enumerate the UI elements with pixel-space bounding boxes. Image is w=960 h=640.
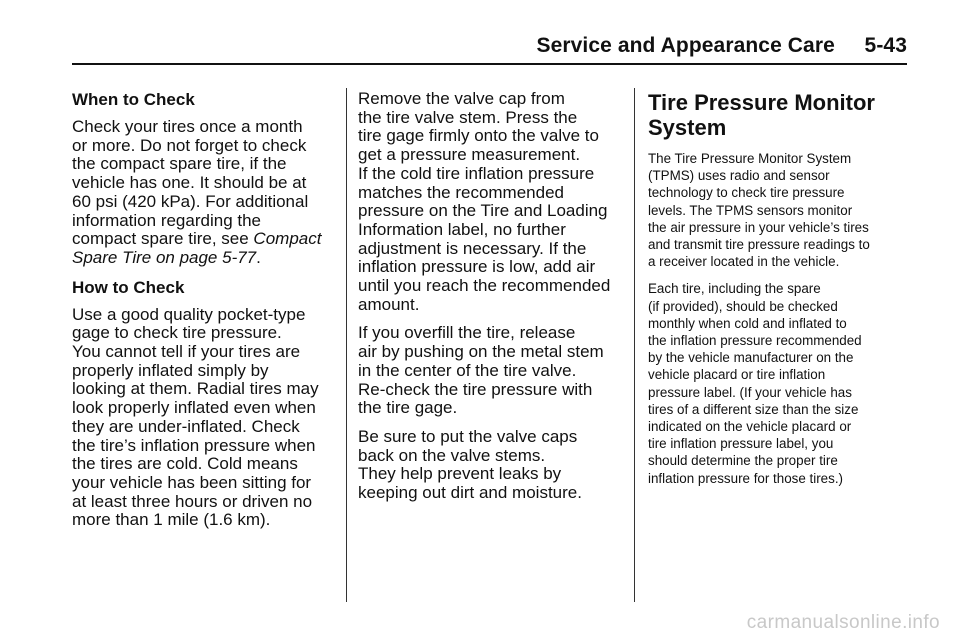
text-line: look properly inflated even when bbox=[72, 398, 316, 418]
text-line: keeping out dirt and moisture. bbox=[358, 483, 582, 503]
text-line: Remove the valve cap from bbox=[358, 89, 565, 108]
text-line: If you overfill the tire, release bbox=[358, 323, 576, 343]
how-to-check-paragraph bbox=[72, 306, 337, 530]
text-line: Be sure to put the valve caps bbox=[358, 426, 578, 446]
text-line: vehicle has one. It should be at bbox=[72, 173, 307, 193]
column-divider-1 bbox=[346, 88, 347, 602]
text-line: vehicle placard or tire inflation bbox=[648, 367, 826, 383]
text-line: They help prevent leaks by bbox=[358, 464, 562, 484]
text-line: Information label, no further bbox=[358, 219, 566, 239]
tpms-spare-paragraph bbox=[648, 280, 913, 486]
overfill-paragraph bbox=[358, 324, 626, 418]
cross-reference-link[interactable]: Compact bbox=[253, 229, 322, 249]
text-fragment: compact spare tire, see bbox=[72, 229, 254, 249]
cross-reference-link[interactable]: Spare Tire on page 5-77 bbox=[72, 247, 257, 267]
text-line: the tire’s inflation pressure when bbox=[72, 435, 316, 455]
text-line: back on the valve stems. bbox=[358, 445, 546, 465]
text-line: and transmit tire pressure readings to bbox=[648, 237, 870, 253]
text-line bbox=[72, 230, 337, 249]
text-line: or more. Do not forget to check bbox=[72, 135, 307, 155]
text-line: Re-check the tire pressure with bbox=[358, 379, 593, 399]
text-line: the compact spare tire, if the bbox=[72, 154, 287, 174]
text-line: should determine the proper tire bbox=[648, 453, 838, 469]
text-line: the inflation pressure recommended bbox=[648, 333, 862, 349]
text-line: 60 psi (420 kPa). For additional bbox=[72, 191, 309, 211]
text-line: Check your tires once a month bbox=[72, 117, 303, 136]
how-to-check-heading: How to Check bbox=[72, 277, 185, 297]
page-header bbox=[0, 0, 960, 66]
column-divider-2 bbox=[634, 88, 635, 602]
text-line: tire inflation pressure label, you bbox=[648, 436, 834, 452]
text-line: technology to check tire pressure bbox=[648, 185, 845, 201]
text-line: at least three hours or driven no bbox=[72, 491, 313, 511]
text-line: until you reach the recommended bbox=[358, 276, 611, 296]
when-to-check-heading: When to Check bbox=[72, 90, 195, 109]
measure-pressure-paragraph bbox=[358, 90, 626, 314]
text-line: gage to check tire pressure. bbox=[72, 323, 282, 343]
text-line: pressure label. (If your vehicle has bbox=[648, 384, 852, 400]
text-line: inflation pressure for those tires.) bbox=[648, 470, 843, 486]
text-line: more than 1 mile (1.6 km). bbox=[72, 510, 271, 530]
text-line: the air pressure in your vehicle’s tires bbox=[648, 219, 869, 235]
when-to-check-paragraph bbox=[72, 118, 337, 268]
text-line: adjustment is necessary. If the bbox=[358, 238, 587, 258]
column-3 bbox=[648, 86, 913, 497]
watermark: carmanualsonline.info bbox=[746, 612, 940, 633]
text-line: levels. The TPMS sensors monitor bbox=[648, 202, 853, 218]
text-line: indicated on the vehicle placard or bbox=[648, 419, 852, 435]
tpms-intro-paragraph bbox=[648, 150, 913, 270]
text-line: tire gage firmly onto the valve to bbox=[358, 126, 599, 146]
column-1 bbox=[72, 86, 337, 540]
page-title: Service and Appearance Care 5-43 bbox=[536, 34, 907, 57]
text-line: get a pressure measurement. bbox=[358, 145, 581, 165]
text-line: looking at them. Radial tires may bbox=[72, 379, 319, 399]
text-line: (if provided), should be checked bbox=[648, 298, 838, 314]
column-2 bbox=[358, 90, 626, 513]
text-line: If the cold tire inflation pressure bbox=[358, 163, 595, 183]
text-line: tires of a different size than the size bbox=[648, 401, 859, 417]
text-line: the tire gage. bbox=[358, 398, 458, 418]
text-line: Use a good quality pocket-type bbox=[72, 304, 306, 324]
text-line: the tire valve stem. Press the bbox=[358, 107, 578, 127]
text-line: by the vehicle manufacturer on the bbox=[648, 350, 854, 366]
text-line: air by pushing on the metal stem bbox=[358, 342, 604, 362]
text-line: (TPMS) uses radio and sensor bbox=[648, 168, 830, 184]
header-rule bbox=[72, 63, 907, 65]
text-fragment: . bbox=[256, 247, 261, 267]
text-line: they are under-inflated. Check bbox=[72, 416, 300, 436]
heading-line: Tire Pressure Monitor bbox=[648, 90, 875, 115]
valve-caps-paragraph bbox=[358, 428, 626, 503]
text-line: a receiver located in the vehicle. bbox=[648, 254, 840, 270]
text-line: The Tire Pressure Monitor System bbox=[648, 151, 852, 166]
text-line: amount. bbox=[358, 294, 420, 314]
text-line: matches the recommended bbox=[358, 182, 564, 202]
text-line: properly inflated simply by bbox=[72, 360, 269, 380]
text-line: the tires are cold. Cold means bbox=[72, 454, 298, 474]
text-line: You cannot tell if your tires are bbox=[72, 342, 301, 362]
text-line: inflation pressure is low, add air bbox=[358, 257, 596, 277]
tpms-heading bbox=[648, 90, 913, 140]
text-line: in the center of the tire valve. bbox=[358, 360, 577, 380]
text-line: pressure on the Tire and Loading bbox=[358, 201, 608, 221]
text-line: your vehicle has been sitting for bbox=[72, 472, 312, 492]
text-line: monthly when cold and inflated to bbox=[648, 315, 847, 331]
text-line bbox=[72, 249, 337, 268]
text-line: information regarding the bbox=[72, 210, 262, 230]
text-line: Each tire, including the spare bbox=[648, 281, 821, 297]
heading-line: System bbox=[648, 115, 727, 140]
